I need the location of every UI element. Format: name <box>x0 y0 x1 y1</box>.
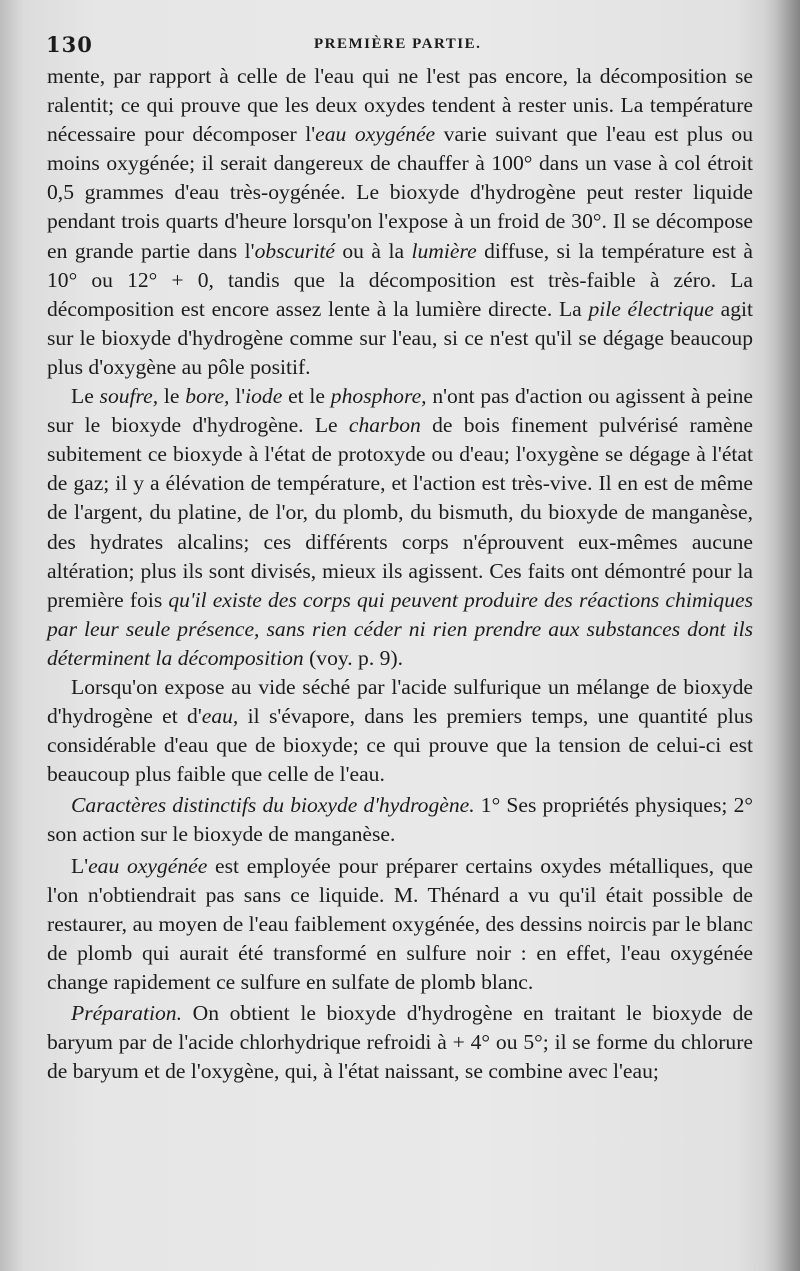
page-binding-shadow <box>764 0 800 1271</box>
paragraph <box>47 999 753 1086</box>
paragraph <box>47 852 753 997</box>
italic-text-run: charbon <box>348 413 421 438</box>
text-run: est employée pour préparer certains oxydes métalliques, que l'on n'obtiendrait pas sans ce liquide. M. Thénard a vu qu'il était possible de restaurer, au moyen de l'eau faiblement oxygénée, des dessins noircis par le blanc de plomb qui aurait été transformé en sulfure noir : en effet, l'eau oxygénée change rapidement ce sulfure en sulfate de plomb blanc. <box>47 853 753 994</box>
italic-text-run: pile électrique <box>588 296 714 321</box>
text-run: L' <box>71 853 89 878</box>
italic-text-run: eau oxygénée <box>88 853 208 878</box>
page-body <box>47 62 753 1086</box>
paragraph <box>47 673 753 789</box>
italic-text-run: iode <box>245 384 283 409</box>
italic-text-run: Préparation. <box>71 1001 182 1025</box>
paragraph <box>47 62 753 382</box>
paragraph <box>47 382 753 673</box>
text-run: Le <box>71 384 100 409</box>
italic-text-run: bore, <box>185 384 230 409</box>
text-run: On obtient le bioxyde d'hydrogène en traitant le bioxyde de baryum par de l'acide chlorhydrique refroidi à + 4° ou 5°; il se forme du chlorure de baryum et de l'oxygène, qui, à l'état naissant, se combine avec l'eau; <box>47 1001 753 1084</box>
text-run: n'ont pas d'action ou agissent à peine sur le bioxyde d'hydrogène. Le <box>47 384 753 438</box>
page-header <box>46 32 756 62</box>
text-run: ou à la <box>334 238 412 263</box>
italic-text-run: eau oxygénée <box>315 122 436 147</box>
text-run: 1° Ses propriétés physiques; 2° son action sur le bioxyde de manganèse. <box>47 793 754 847</box>
text-run: le <box>158 384 186 409</box>
italic-text-run: lumière <box>411 238 477 263</box>
italic-text-run: obscurité <box>254 238 335 263</box>
text-run: l' <box>229 384 246 409</box>
text-run: diffuse, si la température est à 10° ou 12° + 0, tandis que la décomposition est très-faible à zéro. La décomposition est encore assez lente à la lumière directe. La <box>47 238 754 321</box>
paragraph <box>47 791 753 849</box>
running-head: PREMIÈRE PARTIE. <box>314 36 482 52</box>
italic-text-run: qu'il existe des corps qui peuvent produire des réactions chimiques par leur seule présence, sans rien céder ni rien prendre aux substances dont ils déterminent la décomposition <box>47 587 753 670</box>
italic-text-run: soufre, <box>99 384 159 409</box>
italic-text-run: phosphore, <box>330 384 427 409</box>
text-run: (voy. p. 9). <box>303 645 404 670</box>
page-number: 130 <box>46 32 93 57</box>
text-run: Lorsqu'on expose au vide séché par l'acide sulfurique un mélange de bioxyde d'hydrogène et d' <box>47 674 753 729</box>
text-run: mente, par rapport à celle de l'eau qui ne l'est pas encore, la décomposition se ralentit; ce qui prouve que les deux oxydes tendent à rester unis. La température nécessaire pour décomposer l' <box>47 64 753 147</box>
text-run: de bois finement pulvérisé ramène subitement ce bioxyde à l'état de protoxyde ou d'eau; l'oxygène se dégage à l'état de gaz; il y a élévation de température, et l'action est très-vive. Il en est de même de l'argent, du platine, de l'or, du plomb, du bismuth, du bioxyde de manganèse, des hydrates alcalins; ces différents corps n'éprouvent eux-mêmes aucune altération; plus ils sont divisés, mieux ils agissent. Ces faits ont démontré pour la première fois <box>47 413 753 612</box>
text-run: agit sur le bioxyde d'hydrogène comme sur l'eau, si ce n'est qu'il se dégage beaucoup plus d'oxygène au pôle positif. <box>47 296 753 379</box>
text-run: et le <box>282 384 331 409</box>
text-run: varie suivant que l'eau est plus ou moins oxygénée; il serait dangereux de chauffer à 100° dans un vase à col étroit 0,5 grammes d'eau très-oygénée. Le bioxyde d'hydrogène peut rester liquide pendant trois quarts d'heure lorsqu'on l'expose à un froid de 30°. Il se décompose en grande partie dans l' <box>47 122 754 263</box>
text-run: il s'évapore, dans les premiers temps, une quantité plus considérable d'eau que de bioxyde; ce qui prouve que la tension de celui-ci est beaucoup plus faible que celle de l'eau. <box>47 704 753 787</box>
italic-text-run: eau, <box>201 704 239 729</box>
italic-text-run: Caractères distinctifs du bioxyde d'hydrogène. <box>71 793 475 818</box>
